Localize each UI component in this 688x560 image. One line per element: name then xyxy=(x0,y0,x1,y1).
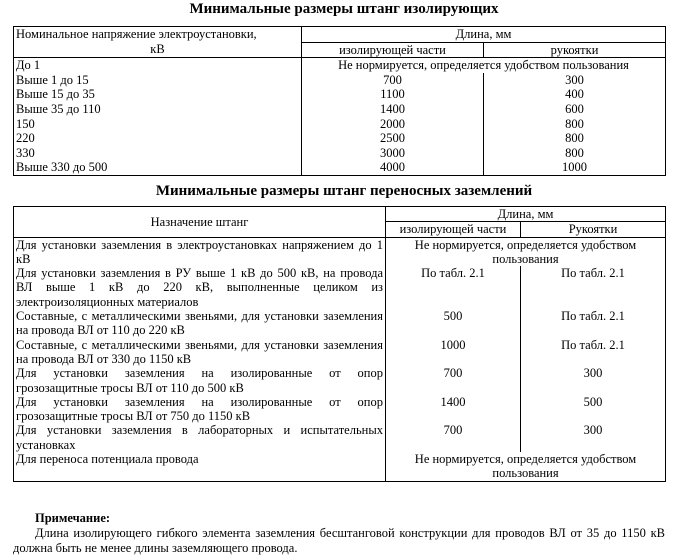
note xyxy=(13,511,665,556)
note-text: Длина изолирующего гибкого элемента заземления бесштанговой конструкции для проводов ВЛ от 35 до 1150 кВ должна быть не менее длины заземляющего провода. xyxy=(13,526,665,555)
voltage-cell: 150 xyxy=(14,117,302,132)
table-row xyxy=(14,102,666,117)
handle-cell: По табл. 2.1 xyxy=(521,338,666,367)
table1-title: Минимальные размеры штанг изолирующих xyxy=(189,1,499,17)
handle-cell: 800 xyxy=(484,131,666,146)
insulating-cell: По табл. 2.1 xyxy=(386,266,521,309)
purpose-cell: Для установки заземления в электроустановках напряжением до 1 кВ xyxy=(14,237,386,266)
purpose-cell: Для установки заземления на изолированные от опор грозозащитные тросы ВЛ от 110 до 500 кВ xyxy=(14,366,386,395)
handle-cell: 1000 xyxy=(484,160,666,175)
purpose-cell: Для установки заземления в лабораторных и испытательных установках xyxy=(14,423,386,452)
table2-title: Минимальные размеры штанг переносных заземлений xyxy=(155,183,533,199)
insulating-cell: 700 xyxy=(386,366,521,395)
handle-cell: 800 xyxy=(484,146,666,161)
table-row xyxy=(14,160,666,175)
table-row xyxy=(14,266,666,309)
handle-cell: 800 xyxy=(484,117,666,132)
handle-cell: По табл. 2.1 xyxy=(521,309,666,338)
purpose-cell: Для переноса потенциала провода xyxy=(14,452,386,481)
insulating-cell: 3000 xyxy=(302,146,484,161)
grounding-rods-table xyxy=(13,206,666,482)
header-voltage: Номинальное напряжение электроустановки, кВ xyxy=(14,27,302,58)
header-length: Длина, мм xyxy=(302,27,666,43)
handle-cell: 300 xyxy=(521,366,666,395)
purpose-cell: Составные, с металлическими звеньями, для установки заземления на провода ВЛ от 110 до 220 кВ xyxy=(14,309,386,338)
handle-cell: 300 xyxy=(484,73,666,88)
header-length: Длина, мм xyxy=(386,207,666,222)
voltage-cell: Выше 35 до 110 xyxy=(14,102,302,117)
header-purpose: Назначение штанг xyxy=(14,207,386,238)
insulating-cell: 4000 xyxy=(302,160,484,175)
merged-cell: Не нормируется, определяется удобством пользования xyxy=(302,58,666,73)
voltage-cell: До 1 xyxy=(14,58,302,73)
voltage-cell: 330 xyxy=(14,146,302,161)
insulating-cell: 1400 xyxy=(302,102,484,117)
note-heading: Примечание: xyxy=(35,511,111,525)
table-row xyxy=(14,117,666,132)
header-handle: рукоятки xyxy=(484,42,666,58)
header-handle: Рукоятки xyxy=(521,222,666,237)
header-insulating: изолирующей части xyxy=(386,222,521,237)
table-row xyxy=(14,452,666,481)
table-row xyxy=(14,237,666,266)
voltage-cell: 220 xyxy=(14,131,302,146)
table-row xyxy=(14,87,666,102)
insulating-cell: 700 xyxy=(386,423,521,452)
voltage-cell: Выше 15 до 35 xyxy=(14,87,302,102)
voltage-cell: Выше 330 до 500 xyxy=(14,160,302,175)
handle-cell: 400 xyxy=(484,87,666,102)
handle-cell: 500 xyxy=(521,395,666,424)
table-row xyxy=(14,131,666,146)
header-insulating: изолирующей части xyxy=(302,42,484,58)
table-row xyxy=(14,309,666,338)
table-row xyxy=(14,366,666,395)
table-row xyxy=(14,338,666,367)
insulating-cell: 700 xyxy=(302,73,484,88)
handle-cell: По табл. 2.1 xyxy=(521,266,666,309)
insulating-cell: 2000 xyxy=(302,117,484,132)
table-row xyxy=(14,146,666,161)
insulating-cell: 1400 xyxy=(386,395,521,424)
merged-cell: Не нормируется, определяется удобством пользования xyxy=(386,452,666,481)
table-row xyxy=(14,58,666,73)
handle-cell: 600 xyxy=(484,102,666,117)
purpose-cell: Для установки заземления в РУ выше 1 кВ до 500 кВ, на провода ВЛ выше 1 кВ до 220 кВ, выполненные целиком из электроизоляционных материалов xyxy=(14,266,386,309)
insulating-cell: 1000 xyxy=(386,338,521,367)
insulating-cell: 2500 xyxy=(302,131,484,146)
insulating-rods-table xyxy=(13,26,666,176)
voltage-cell: Выше 1 до 15 xyxy=(14,73,302,88)
merged-cell: Не нормируется, определяется удобством пользования xyxy=(386,237,666,266)
handle-cell: 300 xyxy=(521,423,666,452)
purpose-cell: Составные, с металлическими звеньями, для установки заземления на провода ВЛ от 330 до 1150 кВ xyxy=(14,338,386,367)
table-row xyxy=(14,395,666,424)
table-row xyxy=(14,423,666,452)
insulating-cell: 500 xyxy=(386,309,521,338)
insulating-cell: 1100 xyxy=(302,87,484,102)
table-row xyxy=(14,73,666,88)
purpose-cell: Для установки заземления на изолированные от опор грозозащитные тросы ВЛ от 750 до 1150 кВ xyxy=(14,395,386,424)
